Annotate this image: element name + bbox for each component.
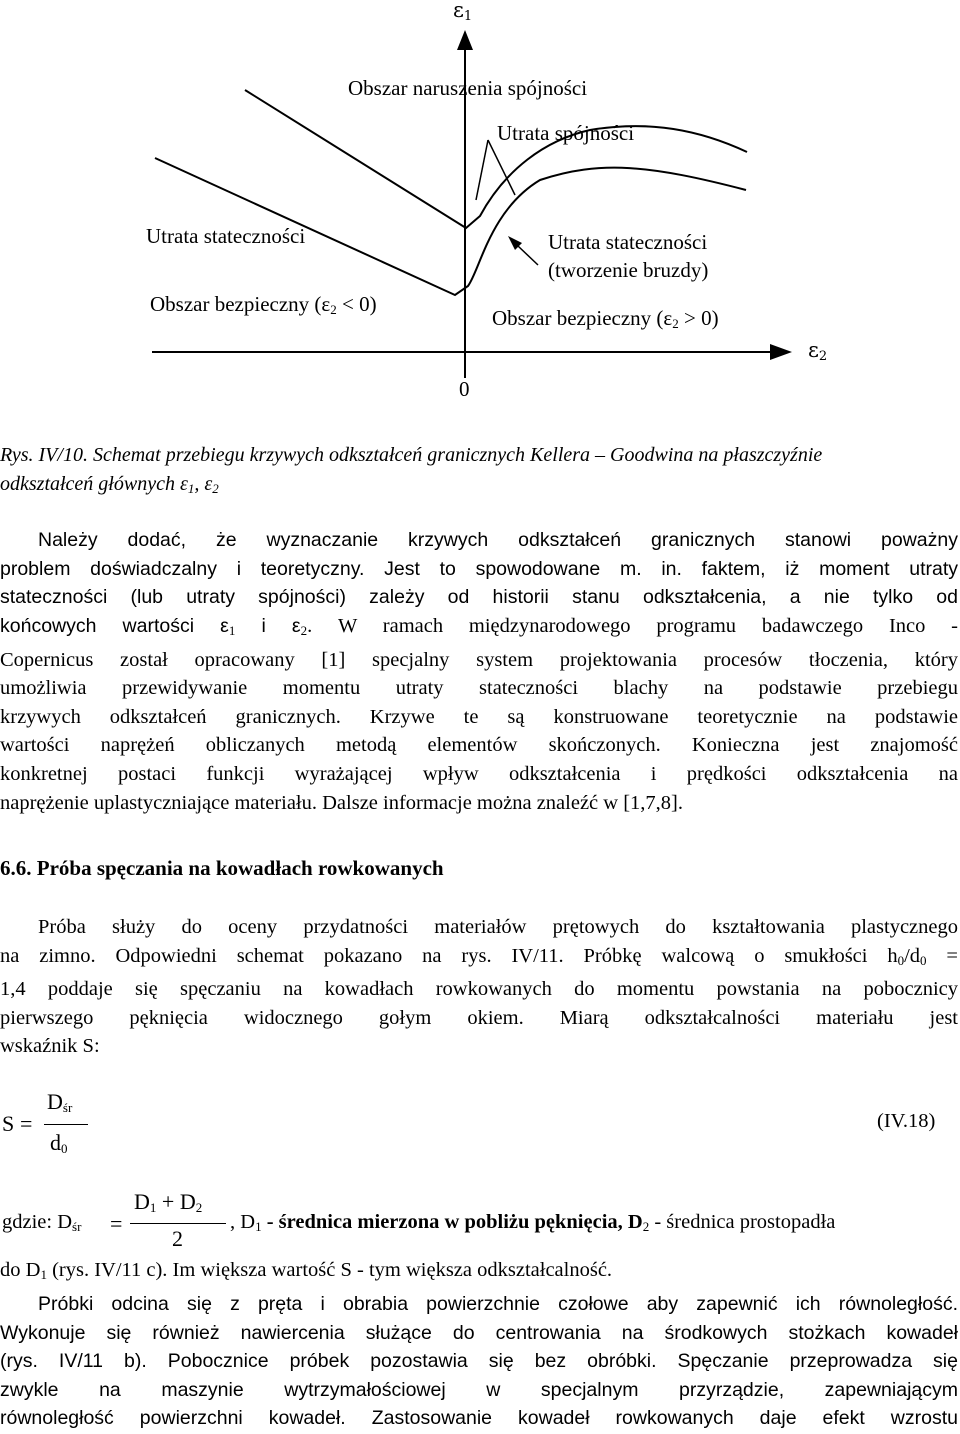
origin-label: 0 (459, 377, 470, 401)
label-violation-area: Obszar naruszenia spójności (348, 76, 588, 100)
p2-line: pierwszego pęknięcia widocznego gołym okiem. Miarą odkształcalności materiału jest (0, 1006, 958, 1029)
paragraph-2 (0, 913, 958, 1061)
flc-diagram (0, 0, 960, 440)
p1-line: końcowych wartości $\varepsilon_1$ i $\varepsilon_2$. W ramach międzynarodowego programu badawczego Inco - (0, 615, 958, 638)
label-wrinkle: (tworzenie bruzdy) (548, 258, 709, 282)
figure-caption-line1: Rys. IV/10. Schemat przebiegu krzywych odkształceń granicznych Kellera – Goodwina na płaszczyźnie (0, 444, 823, 466)
where-denominator: 2 (172, 1226, 183, 1251)
eq-lhs: S (2, 1111, 15, 1136)
axis-eps1-arrowhead (457, 30, 473, 50)
p1-line: naprężenie uplastyczniające materiału. Dalsze informacje można znaleźć w [1,7,8]. (0, 791, 683, 814)
p1-line: konkretnej postaci funkcji wyrażającej wpływ odkształcenia i prędkości odkształcenia na (0, 762, 958, 785)
label-loss-stability-right: Utrata stateczności (548, 230, 708, 254)
leader-wrinkle-line (518, 246, 538, 265)
p2-line: na zimno. Odpowiedni schemat pokazano na rys. IV/11. Próbkę walcową o smukłości $h_0/d_0$ = (0, 944, 958, 968)
p2-line: wskaźnik S: (0, 1035, 100, 1058)
section-heading: 6.6. Próba spęczania na kowadłach rowkowanych (0, 856, 444, 880)
label-safe-right: Obszar bezpieczny $(\varepsilon_2 > 0)$ (492, 306, 719, 331)
eq-denominator: $d_0$ (50, 1130, 68, 1156)
where-prefix: gdzie: $D_{śr}$ (2, 1211, 82, 1234)
figure-caption-line2: odkształceń głównych $\varepsilon_1$, $\varepsilon_2$ (0, 473, 219, 496)
eq-sign: = (20, 1111, 33, 1136)
where-numerator: $D_1 + D_2$ (134, 1189, 203, 1215)
p3-line: zwykle na maszynie wytrzymałościowej w specjalnym przyrządzie, zapewniającym (0, 1378, 958, 1401)
p3-line: równoległość powierzchni kowadeł. Zastosowanie kowadeł rowkowanych daje efekt wzrostu (0, 1407, 958, 1430)
where-description: , $D_1$ - średnica mierzona w pobliżu pęknięcia, $D_2$ - średnica prostopadła (230, 1211, 836, 1234)
p2-line: Próba służy do oceny przydatności materiałów prętowych do kształtowania plastycznego (38, 916, 958, 938)
axis-eps1-label: $\varepsilon_1$ (453, 0, 473, 24)
p1-line: Copernicus został opracowany [1] specjalny system projektowania procesów tłoczenia, który (0, 648, 958, 671)
p3-line: Próbki odcina się z pręta i obrabia powierzchnie czołowe aby zapewnić ich równoległość. (38, 1293, 958, 1315)
where-eq: = (110, 1211, 123, 1236)
axis-eps2-label: $\varepsilon_2$ (808, 338, 828, 364)
label-loss-cohesion: Utrata spójności (497, 121, 635, 145)
equation-number: (IV.18) (877, 1110, 936, 1132)
p3-line: Wykonuje się również nawiercenia służące do centrowania na środkowych stożkach kowadeł (0, 1321, 958, 1344)
flc-curve-cohesion (245, 90, 747, 228)
eq-fraction-bar (44, 1124, 88, 1125)
where-clause (0, 1186, 960, 1256)
p1-line: problem doświadczalny i teoretyczny. Jest to spowodowane m. in. faktem, iż moment utraty (0, 557, 958, 580)
paragraph-1-serif (0, 612, 958, 817)
p3-line: (rys. IV/11 b). Pobocznice próbek pozostawia się bez obróbki. Spęczanie przeprowadza się (0, 1350, 958, 1373)
paragraph-1 (0, 526, 958, 612)
p1-line: stateczności (lub utraty spójności) zależy od historii stanu odkształcenia, a nie tylko od (0, 586, 958, 609)
label-loss-stability-left: Utrata stateczności (146, 224, 306, 248)
where-fraction-bar (130, 1223, 226, 1224)
leader-cohesion-1 (488, 140, 515, 195)
leader-cohesion-2 (476, 140, 488, 200)
p1-line: krzywych odkształceń granicznych. Krzywe te są konstruowane teoretycznie na podstawie (0, 705, 958, 728)
where-continuation: do $D_1$ (rys. IV/11 c). Im większa wartość S - tym większa odkształcalność. (0, 1259, 613, 1282)
p1-line: Należy dodać, że wyznaczanie krzywych odkształceń granicznych stanowi poważny (38, 529, 958, 551)
eq-numerator: $D_{śr}$ (47, 1089, 73, 1115)
p1-line: umożliwia przewidywanie momentu utraty stateczności blachy na podstawie przebiegu (0, 677, 958, 700)
axis-eps2-arrowhead (770, 344, 792, 360)
label-safe-left: Obszar bezpieczny $(\varepsilon_2 < 0)$ (150, 292, 377, 317)
p1-line: wartości naprężeń obliczanych metodą elementów skończonych. Konieczna jest znajomość (0, 734, 958, 757)
paragraph-3 (0, 1290, 958, 1433)
p2-line: 1,4 poddaje się spęczaniu na kowadłach rowkowanych do momentu powstania na pobocznicy (0, 978, 958, 1001)
